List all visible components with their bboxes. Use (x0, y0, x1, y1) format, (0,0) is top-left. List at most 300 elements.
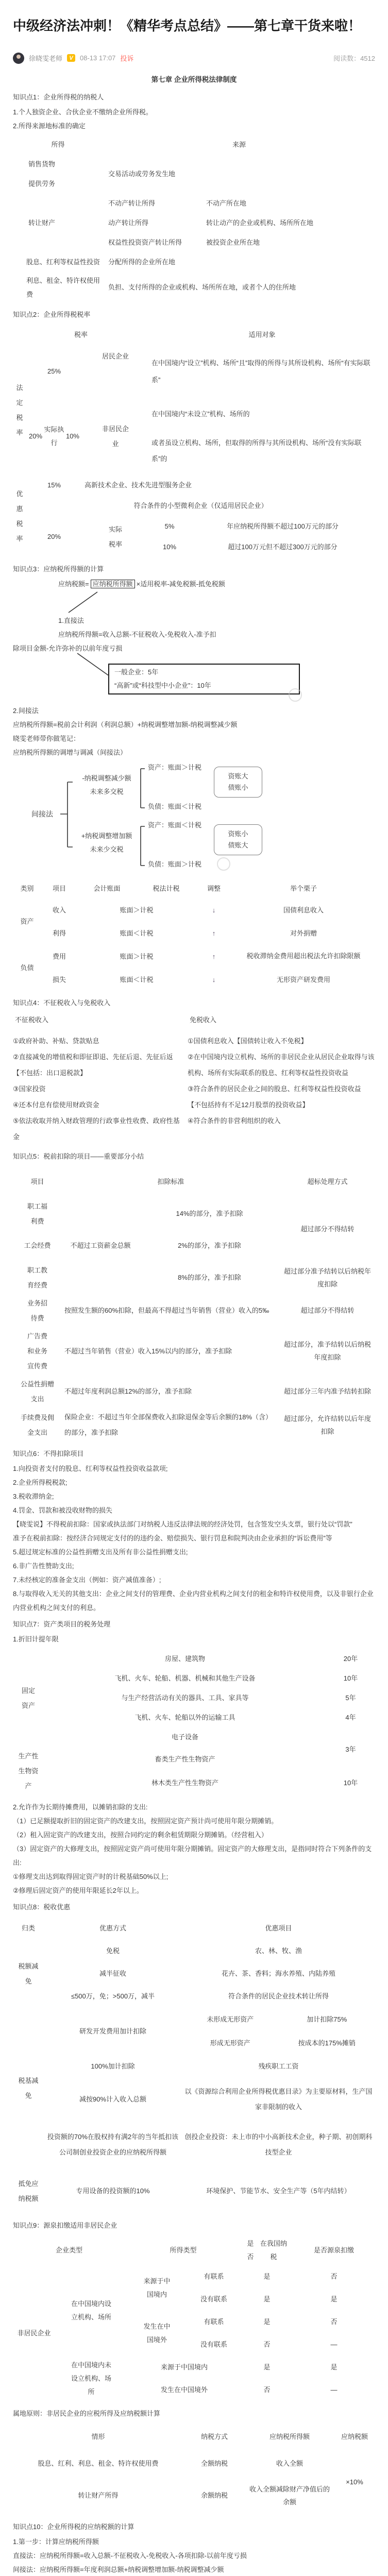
teacher-note: 准予在税前扣除：按经济合同规定支付的的违约金、赔偿损失、银行罚息和院判决由企业承担的“诉讼费用”等 (13, 1534, 332, 1542)
cell: 负担、支付所得的企业或机构、场所所在地，或者个人的住所地 (108, 283, 296, 292)
list-item: 3.税收滞纳金; (13, 1492, 54, 1500)
row-group-label (13, 2008, 44, 2168)
paragraph: 1.个人独资企业、合伙企业不缴纳企业所得税。 (13, 108, 153, 116)
cell: 否 (263, 2341, 271, 2349)
cell: 年应纳税所得额不超过100万元的部分 (227, 522, 339, 531)
cell-text: 非居民企业 (102, 425, 129, 448)
chapter-title: 第七章 企业所得税法律制度 (151, 75, 237, 83)
list-item: （1）已足额提取折旧的固定资产的改建支出，按照固定资产预计尚可使用年限分期摊销。 (13, 1817, 278, 1825)
cell: 否 (330, 2318, 338, 2326)
cell: 花卉、茶、香料；海水养殖、内陆养殖 (221, 1969, 335, 1977)
label-text: 优惠税率 (16, 489, 23, 543)
list-item: ③国家投资 (13, 1084, 46, 1093)
column-header: 会计账面 (93, 885, 121, 893)
cell: 超过部分不得结转 (300, 1307, 355, 1315)
branch-line: +纳税调整增加额 (81, 832, 132, 840)
column-header: 纳税方式 (200, 2433, 228, 2441)
cell: 超过部分，准予结转以后纳税年度扣除 (283, 1341, 371, 1362)
cell: 形成无形资产 (210, 2039, 250, 2047)
cell: 居民企业 (102, 352, 129, 360)
table-tax-rates (13, 325, 375, 557)
nontaxable-column (13, 1012, 180, 1145)
diagram-root: 间接法 (31, 809, 53, 818)
cell (13, 1197, 62, 1230)
column-header: 适用对象 (248, 331, 276, 339)
row-group-label: 资产 (20, 918, 34, 926)
cell: 20年 (343, 1655, 358, 1663)
cell: 动产转让所得 (108, 219, 149, 227)
cell: 残疾职工工资 (258, 2062, 299, 2070)
avatar[interactable] (13, 53, 24, 64)
table-adjustments (13, 899, 375, 991)
cell: 销售货物 (28, 160, 56, 168)
diagram-leaf: 资产：账面＜计税 (148, 821, 202, 829)
cell: ×10% (346, 2478, 363, 2486)
cell: 5年 (345, 1694, 356, 1702)
cell: 房屋、建筑物 (164, 1655, 205, 1663)
cell: 提供劳务 (28, 180, 56, 188)
section-kp1 (13, 90, 375, 303)
column-header: 优惠项目 (265, 1924, 292, 1932)
cell: 账面＞计税 (120, 906, 154, 914)
column-header: 优惠方式 (99, 1924, 126, 1932)
cell: 10年 (343, 1779, 358, 1787)
kp8-heading: 知识点8：税收优惠 (13, 1903, 71, 1911)
loss-carryforward-box (108, 664, 300, 694)
list-item: （3）固定资产的大修理支出，按照固定资产尚可使用年限分期摊销。固定资产的大修理支出，是指同时符合下列条件的支出: (13, 1844, 372, 1867)
table-territorial (13, 2424, 375, 2514)
cell-text: 职工福利费 (27, 1202, 47, 1225)
cell: 与生产经营活动有关的器具、工具、家具等 (121, 1694, 249, 1702)
list-item: 6.非广告性赞助支出; (13, 1562, 74, 1570)
list-item: 7.未经核定的准备金支出（例如：资产减值准备）; (13, 1575, 161, 1584)
cell: 没有联系 (200, 2341, 227, 2349)
cell: ↑ (212, 952, 216, 960)
column-header: 税率 (74, 331, 88, 339)
cell: 专用设备的投资额的10% (76, 2187, 150, 2195)
connector-line-icon (76, 652, 112, 679)
cell: 超过部分三年内准予结转扣除 (283, 1387, 371, 1396)
cell-text: 来源于中国境内 (143, 2277, 171, 2298)
cell (13, 1294, 62, 1327)
cell: 高新技术企业、技术先进型服务企业 (85, 481, 192, 489)
column-header: 类别 (20, 885, 34, 893)
cell: 没有联系 (200, 2295, 227, 2303)
row-group-label (13, 1649, 44, 1747)
paragraph: 1.直接法 (58, 616, 84, 624)
list-item: ②修理后固定资产的使用年限延长2年以上。 (13, 1886, 143, 1894)
cell-subgrid (182, 2008, 375, 2055)
formula-line: 间接法：应纳税所得额=年度利润总额+纳税调整增加额-纳税调整减少额 (13, 2565, 224, 2573)
cell-text: 在中国境内设立机构、场所 (71, 2299, 111, 2321)
cell: 2%的部分，准予扣除 (178, 1242, 241, 1250)
cell: 转让财产所得 (78, 2492, 119, 2500)
cell-text: 业务招待费 (27, 1299, 47, 1322)
cell: ↓ (212, 975, 216, 984)
column-header: 所得 (51, 141, 65, 149)
cell-line: 实际执行 (44, 425, 64, 447)
cell: — (330, 2386, 338, 2394)
note-box-wrap (108, 664, 300, 694)
box-line: 债账大 (228, 841, 248, 849)
list-item: ④符合条件的非营利组织的收入 (188, 1116, 281, 1125)
label-text: 法定税率 (16, 383, 23, 436)
cell (44, 2008, 182, 2055)
cell: 100%加计扣除 (91, 2062, 135, 2070)
list-item: ④还本付息有偿使用财政资金 (13, 1100, 99, 1109)
cell (127, 2311, 187, 2356)
box-line: 资账小 (228, 829, 248, 838)
page-title: 中级经济法冲刺！《精华考点总结》——第七章干货来啦！ (13, 18, 362, 34)
cell: 畜类生产性生物资产 (155, 1755, 215, 1763)
cell: 被投资企业所在地 (206, 239, 260, 247)
cell: 环境保护、节能节水、安全生产等（5年内结转） (206, 2187, 351, 2195)
section-kp5 (13, 1149, 375, 1442)
kp4-heading: 知识点4：不征税收入与免税收入 (13, 998, 111, 1007)
cell-text: 广告费和业务宣传费 (27, 1332, 47, 1370)
author-bar (0, 45, 388, 68)
list-item: 【不包括持有不足12月股票的投资收益】 (188, 1100, 309, 1109)
kp7-heading: 知识点7：资产类项目的税务处理 (13, 1620, 111, 1628)
table-withholding-header (13, 2235, 375, 2265)
indirect-method-diagram (22, 760, 280, 875)
watermark-icon (289, 688, 302, 702)
cell (13, 1375, 62, 1408)
header-line: 税额 (355, 2432, 368, 2441)
formula-line: 除项目金额-允许弥补的以前年度亏损 (13, 644, 123, 652)
cell: 15% (47, 481, 61, 489)
column-header: 应纳税所得额 (269, 2433, 310, 2441)
section-kp4 (13, 995, 375, 1145)
box-line: 资账大 (228, 772, 248, 780)
column-header (241, 2235, 293, 2265)
cell: ≤500万，免；>500万，减半 (71, 1992, 155, 2000)
cell: 无形资产研发费用 (276, 975, 330, 984)
cell-line: 20% (29, 432, 43, 440)
cell: 符合条件的小型微利企业（仅适用居民企业） (133, 502, 268, 510)
list-item: ①国债利息收入【国债转让收入不免税】 (188, 1037, 308, 1045)
column-header: 调整 (207, 885, 221, 893)
kp3-heading: 知识点3：应纳税所得额的计算 (13, 565, 104, 573)
diagram-leaf: 负债：账面＜计税 (148, 802, 202, 810)
formula-line: 直接法：应纳税所得额=收入总额-不征税收入-免税收入-各项扣除-以前年度亏损 (13, 2551, 247, 2560)
cell: 账面＜计税 (120, 975, 154, 984)
kp2-heading: 知识点2：企业所得税税率 (13, 310, 91, 318)
cell (13, 1261, 62, 1294)
kp5-heading: 知识点5：税前扣除的项目——重要部分小结 (13, 1152, 144, 1160)
cell (13, 1408, 62, 1442)
list-item: 5.超过规定标准的公益性捐赠支出及所有非公益性捐赠支出; (13, 1548, 188, 1556)
cell: 飞机、火车、轮船、机器、机械和其他生产设备 (114, 1674, 256, 1683)
cell: 在中国境内“设立”机构、场所“且”取得的所得与其所设机构、场所“有实际联系” (151, 359, 370, 384)
cell (26, 398, 82, 475)
cell: 超过部分，允许结转以后年度扣除 (283, 1414, 371, 1435)
read-count-label: 阅读数： (333, 55, 361, 63)
cell-text: 手续费及佣金支出 (20, 1413, 54, 1436)
cell-text: 实际税率 (108, 525, 122, 548)
cell-line: 在中国境内“未设立”机构、场所的 (151, 410, 250, 418)
paragraph: 2.允许作为长期待摊费用，以摊销扣除的支出: (13, 1803, 148, 1811)
list-item: （2）租入固定资产的改建支出，按照合同约定的剩余租赁期限分期摊销。（经营租入） (13, 1831, 268, 1839)
table-tax-incentives (13, 1917, 375, 2214)
formula-line (58, 577, 375, 591)
income-compare-columns (13, 1012, 375, 1145)
cell: 是 (263, 2273, 271, 2281)
cell: 不超过工资薪金总额 (70, 1242, 131, 1250)
column-header: 企业类型 (55, 2246, 82, 2255)
cell: 保险企业：不超过当年全部保费收入扣除退保金等后余额的18%（含）的部分，准予扣除 (64, 1413, 273, 1436)
label-text: 抵免应纳税额 (18, 2179, 39, 2202)
cell: 否 (330, 2273, 338, 2281)
connector-area (66, 591, 375, 614)
header-line: 应纳 (341, 2432, 355, 2441)
cell: 未形成无形资产 (207, 2015, 254, 2023)
report-link[interactable]: 投诉 (120, 55, 134, 63)
post-date: 08-13 17:07 (80, 54, 116, 62)
column-header (334, 2424, 375, 2450)
section-kp10 (13, 2519, 375, 2576)
paragraph: 晓雯老师带你做笔记： (13, 734, 80, 742)
section-kp7 (13, 1617, 375, 1897)
table-depreciation (13, 1649, 375, 1795)
kp10-heading: 知识点10：企业所得税的应纳税额的计算 (13, 2522, 134, 2531)
cell-text: 公益性捐赠支出 (20, 1380, 54, 1403)
table-withholding (13, 2265, 375, 2401)
table-income-source (13, 135, 375, 303)
row-group-label (13, 2168, 44, 2214)
cell (149, 398, 375, 475)
cell: 收入 (52, 906, 66, 914)
cell: 不超过当年销售（营业）收入15%以内的部分，准予扣除 (64, 1347, 232, 1355)
cell: 按照发生额的60%扣除，但最高不得超过当年销售（营业）收入的5‰ (64, 1306, 269, 1314)
cell: 4年 (345, 1714, 356, 1722)
label-text: 税额减免 (18, 1962, 39, 1985)
watermark-icon (217, 857, 230, 871)
column-header: 举个栗子 (290, 885, 317, 893)
diagram-branch (74, 829, 140, 856)
read-count (333, 53, 375, 63)
cell: 股息、红利、利息、租金、特许权使用费 (38, 2460, 159, 2468)
cell-line: 加计扣除 (120, 2027, 147, 2035)
cell: 超过100万元但不超过300万元的部分 (228, 543, 338, 551)
list-item: 4.罚金、罚款和被没收财物的损失 (13, 1506, 112, 1514)
cell: 加计扣除75% (307, 2015, 347, 2023)
table-adjustments-header (13, 879, 375, 899)
column-header: 项目 (30, 1178, 44, 1186)
cell: 超过部分准予结转以后纳税年度扣除 (283, 1267, 371, 1288)
cell: — (330, 2341, 338, 2349)
cell: 25% (47, 367, 61, 376)
list-item: 8.与取得收入无关的其他支出：企业之间支付的管理费、企业内营业机构之间支付的租金和特许权使用费，以及非银行企业内营业机构之间支付的利息。 (13, 1589, 374, 1612)
formula-text: ×适用税率-减免税额-抵免税额 (136, 580, 225, 588)
header-line: 源泉扣缴 (327, 2246, 355, 2254)
label-text: 固定资产 (21, 1686, 35, 1709)
cell: 投资额的70%在股权持有满2年的当年抵扣该公司制创业投资企业的应纳税所得额 (47, 2132, 179, 2156)
column-header: 超标处理方式 (307, 1178, 348, 1186)
list-item: ②在中国境内设立机构、场所的非居民企业从居民企业取得与该机构、场所有实际联系的股息、红利等权益性投资收益 (188, 1053, 375, 1077)
cell (55, 2265, 127, 2356)
cell: 对外捐赠 (290, 929, 317, 937)
cell: 按成本的175%摊销 (298, 2039, 356, 2047)
cell (82, 516, 149, 557)
diagram-leaf: 负债：账面＞计税 (148, 860, 202, 868)
cell-line: 10% (65, 432, 79, 440)
section-kp8 (13, 1900, 375, 2214)
row-group-label (13, 1940, 44, 2008)
paragraph: 1.第一步：计算应纳税所得额 (13, 2537, 99, 2546)
list-item: 1.向投资者支付的股息、红利等权益性投资收益款项; (13, 1464, 168, 1472)
section-kp2 (13, 307, 375, 557)
cell: 收入全额减除财产净值后的余额 (249, 2485, 330, 2506)
branch-line: 未来少交税 (90, 845, 124, 853)
teacher-note: 【晓雯说】不得税前扣除：国家或执法部门对纳税人违反法律法规的经济处罚，包含签发空头支票，银行处以“罚款” (13, 1520, 352, 1528)
paragraph: 应纳税所得额的调增与调减（间接法） (13, 748, 127, 756)
cell: 是 (263, 2295, 271, 2303)
cell: 10% (162, 543, 177, 551)
cell: 有联系 (204, 2273, 224, 2281)
cell: 免税 (106, 1946, 120, 1955)
list-item: ⑤依法收取并纳入财政管理的行政事业性收费、政府性基金 (13, 1116, 180, 1141)
list-item: ①政府补助、补贴、贷款贴息 (13, 1037, 99, 1045)
cell: 余额纳税 (200, 2492, 228, 2500)
cell: 权益性投资资产转让所得 (108, 239, 182, 247)
kp6-heading: 知识点6：不得扣除项目 (13, 1449, 84, 1458)
cell: 电子设备 (171, 1733, 198, 1741)
cell: 交易活动或劳务发生地 (108, 170, 176, 178)
cell: 是 (330, 2295, 338, 2303)
row-group-label (13, 1747, 44, 1795)
read-count-value: 4512 (360, 55, 375, 63)
cell: 10年 (343, 1674, 358, 1683)
author-name[interactable]: 徐晓雯老师 (29, 55, 63, 63)
cell: ↓ (212, 906, 216, 914)
paragraph: 属地原则：非居民企业的应税所得及应纳税额计算 (13, 2409, 161, 2417)
cell: 20% (47, 533, 61, 541)
cell: 8%的部分，准予扣除 (178, 1274, 241, 1282)
cell: 股息、红利等权益性投资 (26, 258, 100, 266)
table-deductions (13, 1166, 375, 1442)
list-item: ③符合条件的居民企业之间的股息、红利等权益性投资收益 (188, 1084, 361, 1093)
list-item: ②直接减免的增值税和即征即退、先征后退、先征后返【不包括：出口退税款】 (13, 1053, 173, 1077)
formula-line: 应纳税所得额=税前会计利润（利润总额）+纳税调整增加额-纳税调整减少额 (13, 720, 238, 728)
verified-badge-icon: V (67, 54, 75, 62)
cell: 转让动产的企业或机构、场所所在地 (206, 219, 314, 227)
cell: 3年 (345, 1745, 356, 1753)
cell (13, 1327, 62, 1375)
arrow-line-icon (66, 591, 104, 614)
boxed-term: 应纳税所得额 (91, 580, 135, 588)
cell: 以《资源综合利用企业所得税优惠目录》为主要原材料，生产国家非限制的收入 (184, 2087, 373, 2111)
cell: 14%的部分，准予扣除 (176, 1210, 243, 1218)
cell (55, 2356, 127, 2401)
cell: 账面＞计税 (120, 952, 154, 960)
header-line: 是否 (313, 2246, 327, 2254)
section-kp9 (13, 2218, 375, 2514)
paragraph: 1.折旧计提年限 (13, 1635, 59, 1643)
label-text: 税基减免 (18, 2076, 39, 2099)
cell: 不动产所在地 (206, 199, 247, 208)
column-header: 所得类型 (170, 2246, 197, 2255)
cell: 不动产转让所得 (108, 199, 156, 208)
paragraph: 2.间接法 (13, 706, 39, 715)
branch-line: 未来多交税 (90, 787, 124, 795)
diagram-leaf: 资产：账面＞计税 (148, 763, 202, 771)
section-kp6 (13, 1446, 375, 1615)
box-line: 债账小 (228, 783, 248, 791)
cell: 减半征收 (99, 1969, 126, 1977)
kp9-heading: 知识点9：源泉扣缴适用非居民企业 (13, 2221, 117, 2229)
column-header: 免税收入 (190, 1015, 217, 1024)
summary-box (214, 824, 262, 855)
cell: 收入全额 (276, 2460, 303, 2468)
row-group-label (13, 345, 26, 475)
row-group-label: 非居民企业 (17, 2329, 51, 2337)
row-group-label: 负债 (20, 964, 34, 972)
cell-text: 在中国境内未设立机构、场所 (71, 2361, 111, 2396)
article-page (0, 9, 388, 2576)
cell: ↑ (212, 929, 216, 937)
row-group-label (13, 475, 26, 557)
cell: 账面＜计税 (120, 929, 154, 937)
column-header: 来源 (232, 141, 246, 149)
label-text: 生产性生物资产 (18, 1752, 39, 1790)
cell: 发生在中国境外 (160, 2386, 208, 2394)
cell: 是 (330, 2363, 338, 2371)
cell: 全额纳税 (200, 2460, 228, 2468)
kp1-heading: 知识点1：企业所得税的纳税人 (13, 93, 104, 101)
cell: 林木类生产性生物资产 (151, 1779, 218, 1787)
section-kp3 (13, 562, 375, 991)
cell: 农、林、牧、渔 (255, 1946, 302, 1955)
column-header: 税法计税 (153, 885, 180, 893)
cell: 是 (263, 2318, 271, 2326)
cell: 否 (263, 2386, 271, 2394)
cell (232, 945, 375, 968)
cell: 飞机、火车、轮船以外的运输工具 (134, 1714, 235, 1722)
cell: 不超过年度利润总额12%的部分，准予扣除 (64, 1387, 192, 1396)
column-header: 项目 (52, 885, 66, 893)
cell: 利息、租金、特许权使用费 (26, 276, 100, 298)
cell-line: 税收滞纳金 (246, 952, 280, 960)
column-header: 情形 (91, 2433, 105, 2441)
article-body (0, 68, 388, 2576)
formula-text: 应纳税额= (58, 580, 89, 588)
summary-box (214, 767, 262, 798)
cell: 是 (263, 2363, 271, 2371)
paragraph: 2.所得来源地标准的确定 (13, 122, 86, 130)
branch-line: -纳税调整减少额 (82, 774, 131, 782)
box-line: “高新”或“科技型中小企业”：10年 (114, 681, 211, 689)
cell: 转让财产 (28, 219, 56, 227)
cell: 利得 (52, 929, 66, 937)
cell-line: 费用超出税法允许扣除限额 (280, 952, 361, 960)
cell-text: 发生在中国境外 (143, 2322, 171, 2344)
cell: 来源于中国境内 (160, 2363, 208, 2371)
cell: 减按90%计入收入总额 (79, 2095, 147, 2103)
list-item: ①修理支出达到取得固定资产时的计税基础50%以上; (13, 1872, 168, 1880)
header-line: 在我国纳税 (260, 2239, 287, 2261)
column-header: 扣除标准 (157, 1178, 184, 1186)
cell (82, 398, 149, 475)
cell: 工会经费 (24, 1242, 51, 1250)
cell (127, 2265, 187, 2311)
cell: 有联系 (204, 2318, 224, 2326)
column-header: 不征税收入 (15, 1015, 49, 1024)
cell: 损失 (52, 975, 66, 984)
cell: 创投企业投资：未上市的中小高新技术企业，种子期、初创期科技型企业 (184, 2132, 373, 2156)
column-header: 归类 (21, 1924, 35, 1932)
column-header (293, 2235, 375, 2265)
